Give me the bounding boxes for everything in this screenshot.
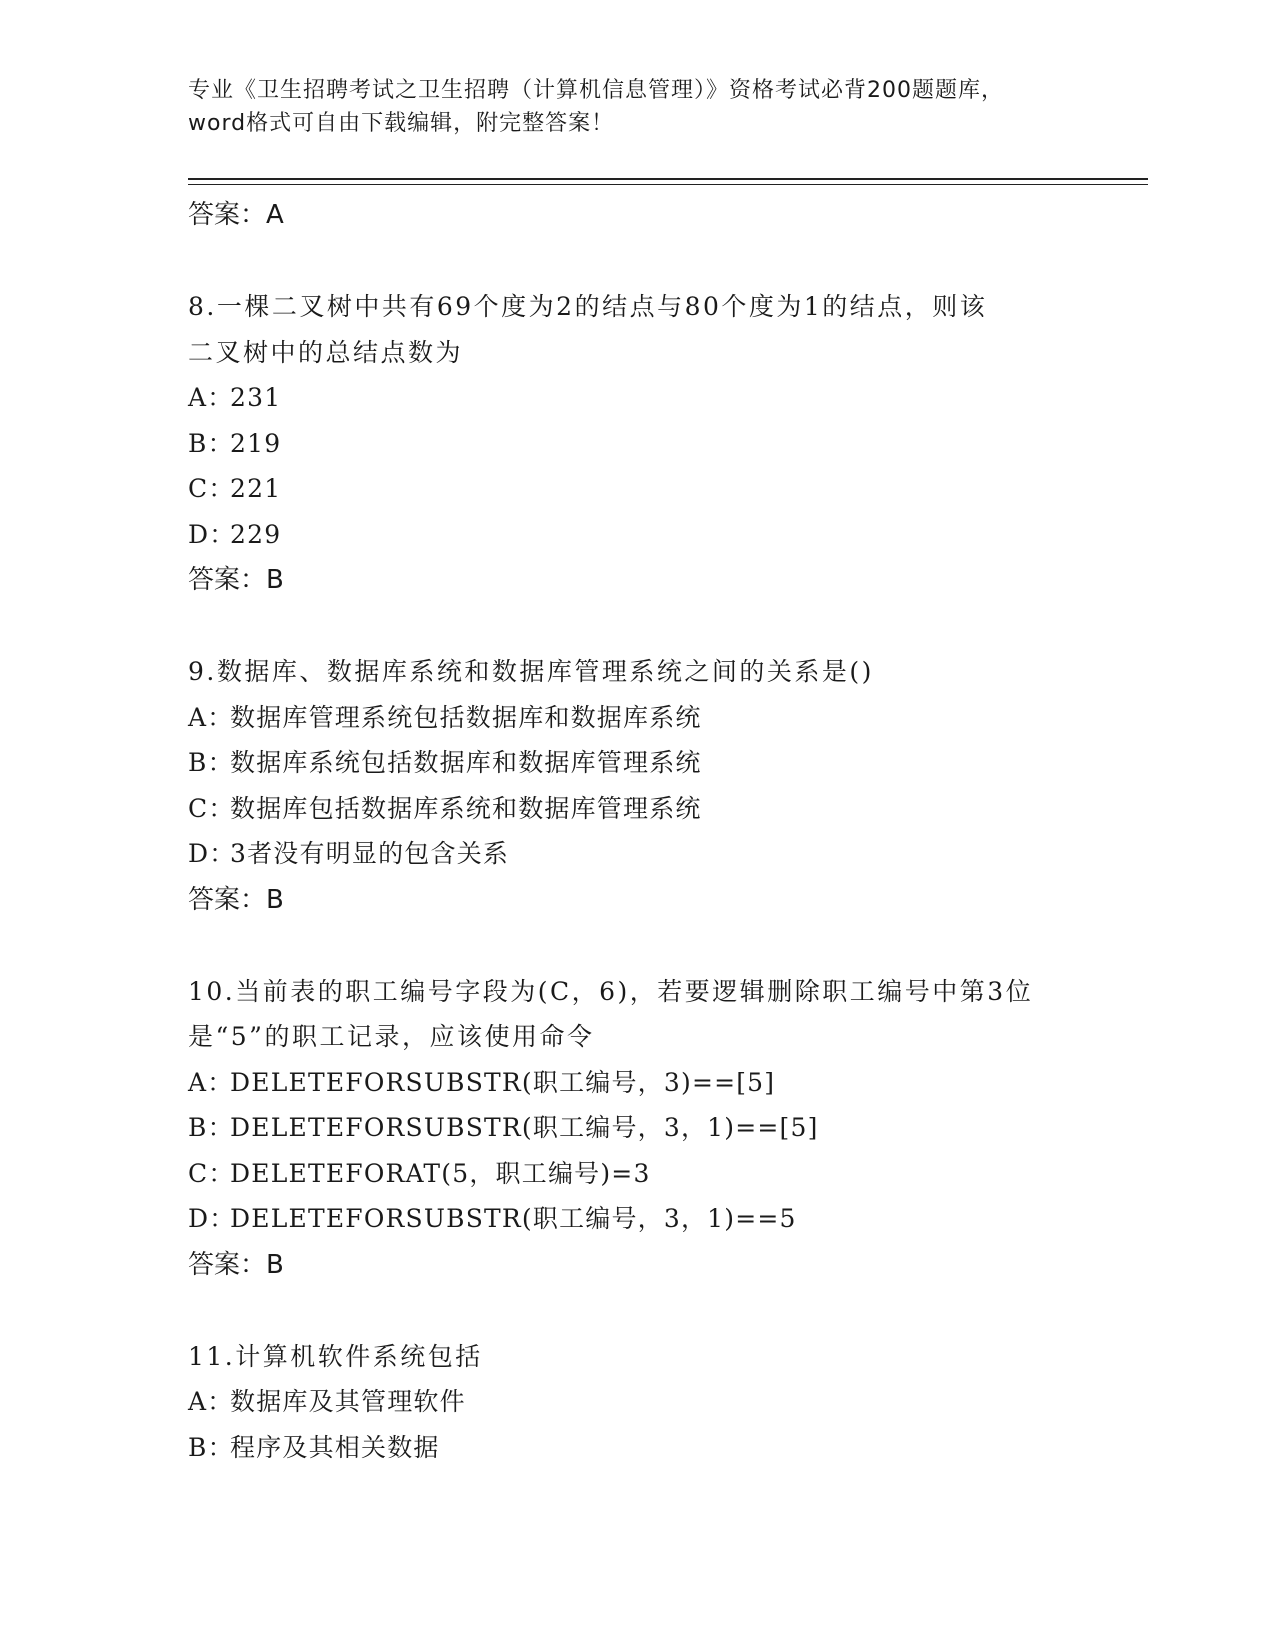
answer-option (188, 375, 1148, 421)
question-stem (188, 649, 1148, 695)
option-text: 219 (230, 428, 282, 458)
question-stem-line: 是“5”的职工记录，应该使用命令 (188, 1022, 595, 1051)
option-text: 3者没有明显的包含关系 (230, 839, 510, 868)
question-stem-line: 9.数据库、数据库系统和数据库管理系统之间的关系是() (188, 657, 874, 686)
question-block (188, 969, 1148, 1288)
question-list (188, 192, 1148, 1470)
option-text: 数据库包括数据库系统和数据库管理系统 (230, 793, 702, 823)
option-letter: B： (188, 748, 234, 777)
option-text: 231 (230, 383, 282, 412)
option-letter: D： (188, 519, 236, 549)
header-divider-thin (188, 184, 1148, 185)
answer-option (188, 1105, 1148, 1151)
option-letter: B： (188, 428, 234, 458)
answer-option (188, 1379, 1148, 1425)
option-letter: A： (188, 383, 234, 412)
question-stem-line: 10.当前表的职工编号字段为(C，6)，若要逻辑删除职工编号中第3位 (188, 976, 1034, 1006)
answer-option (188, 1151, 1148, 1197)
answer-option (188, 1196, 1148, 1242)
option-text: 229 (230, 519, 282, 549)
question-stem-line: 8.一棵二叉树中共有69个度为2的结点与80个度为1的结点，则该 (188, 292, 988, 321)
option-letter: C： (188, 474, 235, 503)
option-text: 数据库管理系统包括数据库和数据库系统 (230, 702, 702, 732)
answer-option (188, 831, 1148, 877)
option-letter: C： (188, 793, 235, 823)
question-stem (188, 969, 1148, 1060)
answer-option (188, 421, 1148, 467)
option-text: DELETEFORSUBSTR(职工编号，3，1)==[5] (230, 1113, 819, 1142)
header-title-line-1: 专业《卫生招聘考试之卫生招聘（计算机信息管理）》资格考试必背200题题库， (188, 78, 1004, 103)
answer-option (188, 466, 1148, 512)
option-letter: A： (188, 702, 234, 732)
answer-option (188, 786, 1148, 832)
option-letter: B： (188, 1432, 234, 1462)
answer-line-prev: 答案：A (188, 200, 284, 230)
option-text: DELETEFORSUBSTR(职工编号，3，1)==5 (230, 1204, 797, 1233)
option-letter: D： (188, 839, 236, 868)
question-stem-line: 11.计算机软件系统包括 (188, 1341, 483, 1371)
option-text: DELETEFORSUBSTR(职工编号，3)==[5] (230, 1067, 776, 1097)
header-title-line-2: word格式可自由下载编辑，附完整答案！ (188, 111, 615, 136)
option-text: 数据库及其管理软件 (230, 1387, 466, 1416)
answer-line: 答案：B (188, 884, 284, 915)
answer-option (188, 512, 1148, 558)
answer-option (188, 1425, 1148, 1471)
question-stem (188, 284, 1148, 375)
option-text: 221 (230, 474, 282, 503)
document-header (188, 74, 1148, 140)
answer-line: 答案：B (188, 1249, 284, 1280)
question-block (188, 1334, 1148, 1471)
option-letter: B： (188, 1113, 234, 1142)
question-stem-line: 二叉树中的总结点数为 (188, 337, 464, 367)
option-text: 程序及其相关数据 (230, 1432, 440, 1462)
header-divider-thick (188, 178, 1148, 180)
question-block (188, 649, 1148, 923)
option-letter: A： (188, 1387, 234, 1416)
option-text: DELETEFORAT(5，职工编号)=3 (230, 1158, 651, 1188)
question-stem (188, 1334, 1148, 1380)
question-block (188, 284, 1148, 603)
answer-option (188, 1060, 1148, 1106)
answer-line: 答案：B (188, 565, 284, 595)
option-letter: C： (188, 1158, 235, 1188)
option-letter: D： (188, 1204, 236, 1233)
answer-option (188, 740, 1148, 786)
answer-option (188, 695, 1148, 741)
option-text: 数据库系统包括数据库和数据库管理系统 (230, 748, 702, 777)
option-letter: A： (188, 1067, 234, 1097)
